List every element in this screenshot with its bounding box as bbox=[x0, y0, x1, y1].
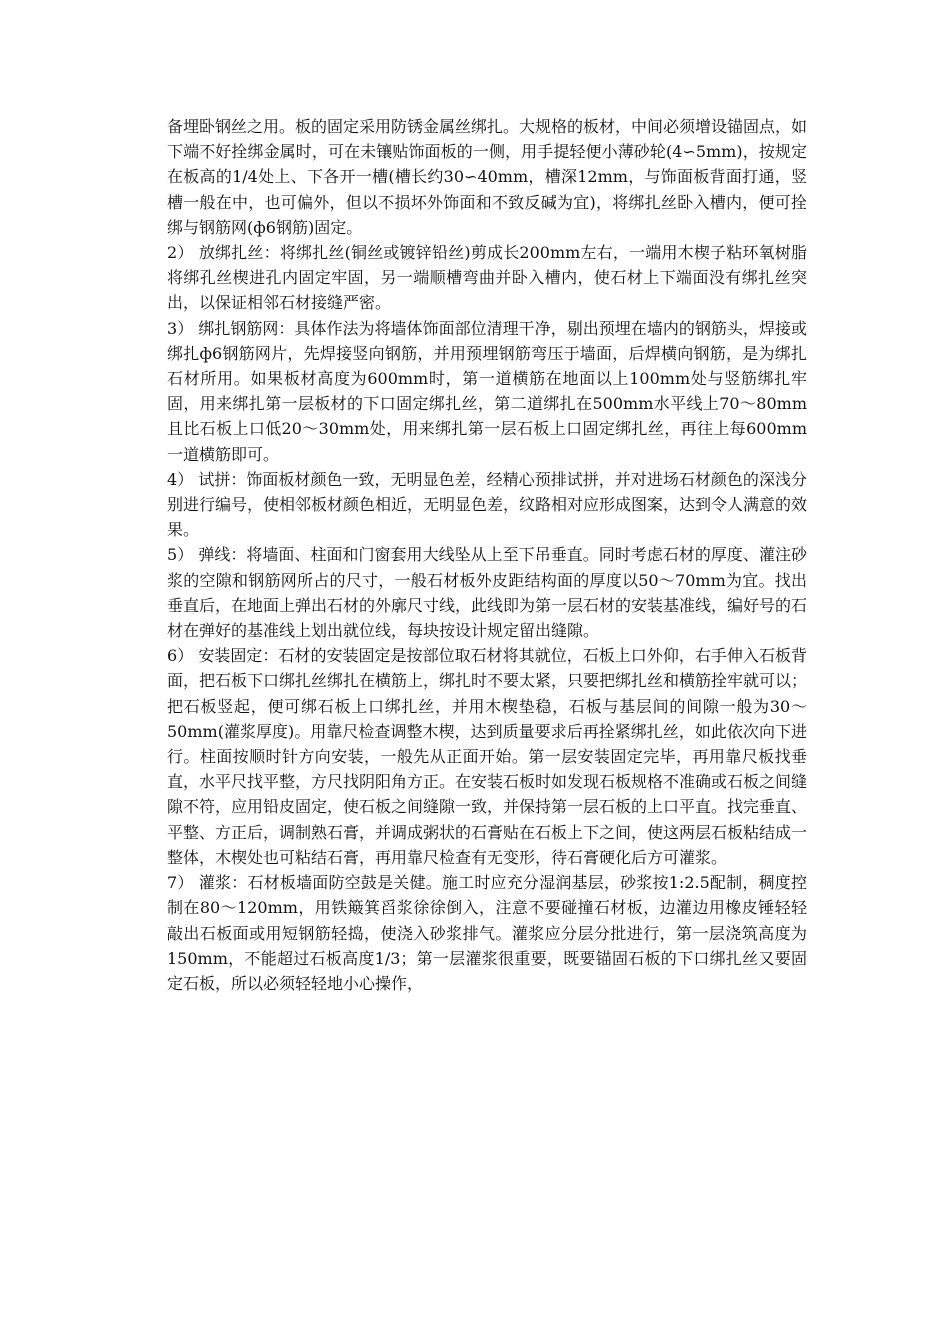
paragraph-step-2: 2） 放绑扎丝：将绑扎丝(铜丝或镀锌铅丝)剪成长200mm左右，一端用木楔子粘环氧树脂将绑孔丝楔进孔内固定牢固，另一端顺槽弯曲并卧入槽内，使石材上下端面没有绑扎丝突出，以保证相邻石材接缝严密。 bbox=[167, 243, 807, 313]
paragraph-step-3: 3） 绑扎钢筋网：具体作法为将墙体饰面部位清理干净，剔出预埋在墙内的钢筋头，焊接或绑扎ф6钢筋网片，先焊接竖向钢筋，并用预埋钢筋弯压于墙面，后焊横向钢筋，是为绑扎石材所用。如果板材高度为600mm时，第一道横筋在地面以上100mm处与竖筋绑扎牢固，用来绑扎第一层板材的下口固定绑扎丝，第二道绑扎在500mm水平线上70～80mm且比石板上口低20～30mm处，用来绑扎第一层石板上口固定绑扎丝，再往上每600mm一道横筋即可。 bbox=[167, 318, 807, 464]
paragraph-continuation: 备埋卧钢丝之用。板的固定采用防锈金属丝绑扎。大规格的板材，中间必须增设锚固点，如下端不好拴绑金属时，可在未镶贴饰面板的一侧，用手提轻便小薄砂轮(4∽5mm)，按规定在板高的1/4处上、下各开一槽(槽长约30∽40mm，槽深12mm，与饰面板背面打通，竖槽一般在中，也可偏外，但以不损坏外饰面和不致反碱为宜)，将绑扎丝卧入槽内，便可拴绑与钢筋网(ф6钢筋)固定。 bbox=[167, 117, 808, 237]
paragraph-step-6: 6） 安装固定：石材的安装固定是按部位取石材将其就位，石板上口外仰，右手伸入石板背面，把石板下口绑扎丝绑扎在横筋上，绑扎时不要太紧，只要把绑扎丝和横筋拴牢就可以；把石板竖起，便可绑石板上口绑扎丝，并用木楔垫稳，石板与基层间的间隙一般为30～50mm(灌浆厚度)。用靠尺检查调整木楔，达到质量要求后再拴紧绑扎丝，如此依次向下进行。柱面按顺时针方向安装，一般先从正面开始。第一层安装固定完毕，再用靠尺板找垂直，水平尺找平整，方尺找阴阳角方正。在安装石板时如发现石板规格不准确或石板之间缝隙不符，应用铅皮固定，使石板之间缝隙一致，并保持第一层石板的上口平直。找完垂直、平整、方正后，调制熟石膏，并调成粥状的石膏贴在石板上下之间，使这两层石板粘结成一整体，木楔处也可粘结石膏，再用靠尺检查有无变形，待石膏硬化后方可灌浆。 bbox=[167, 646, 808, 867]
paragraph-step-7: 7） 灌浆：石材板墙面防空鼓是关健。施工时应充分湿润基层，砂浆按1:2.5配制，稠度控制在80～120mm，用铁簸箕舀浆徐徐倒入，注意不要碰撞石材板，边灌边用橡皮锤轻轻敲出石板面或用短钢筋轻捣，使浇入砂浆排气。灌浆应分层分批进行，第一层浇筑高度为150mm，不能超过石板高度1/3；第一层灌浆很重要，既要锚固石板的下口绑扎丝又要固定石板，所以必须轻轻地小心操作， bbox=[167, 873, 807, 993]
paragraph-step-5: 5） 弹线：将墙面、柱面和门窗套用大线坠从上至下吊垂直。同时考虑石材的厚度、灌注砂浆的空隙和钢筋网所占的尺寸，一般石材板外皮距结构面的厚度以50～70mm为宜。找出垂直后，在地面上弹出石材的外廓尺寸线，此线即为第一层石材的安装基准线，编好号的石材在弹好的基准线上划出就位线，每块按设计规定留出缝隙。 bbox=[167, 545, 808, 641]
paragraph-step-4: 4） 试拼：饰面板材颜色一致，无明显色差，经精心预排试拼，并对进场石材颜色的深浅分别进行编号，使相邻板材颜色相近，无明显色差，纹路相对应形成图案，达到令人满意的效果。 bbox=[167, 469, 808, 540]
document-body bbox=[167, 114, 807, 996]
